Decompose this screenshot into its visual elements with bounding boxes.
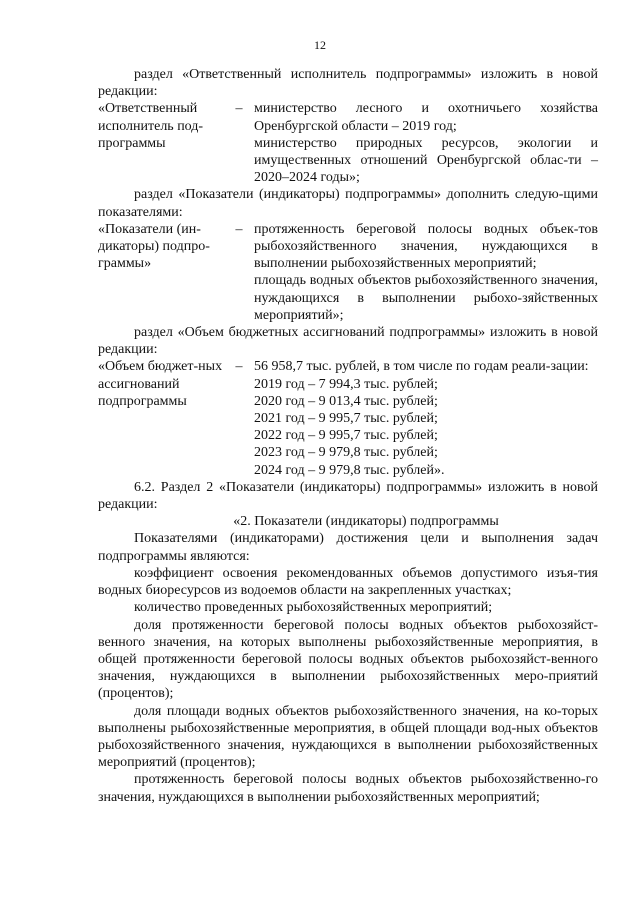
section-heading: «2. Показатели (индикаторы) подпрограммы	[233, 514, 499, 530]
definition-dash: –	[235, 101, 243, 117]
paragraph-budget-section: раздел «Объем бюджетных ассигнований подпрограммы» изложить в новой редакции:	[98, 325, 598, 358]
definition-line: министерство природных ресурсов, экологии и имущественных отношений Оренбургской облас-ти – 2020–2024 годы»;	[254, 135, 598, 186]
definition-desc	[254, 221, 598, 324]
paragraph-section-2: 6.2. Раздел 2 «Показатели (индикаторы) подпрограммы» изложить в новой редакции:	[98, 479, 598, 513]
definition-budget	[98, 358, 598, 478]
budget-year-line: 2022 год – 9 995,7 тыс. рублей;	[254, 428, 438, 444]
paragraph-indicators-section: раздел «Показатели (индикаторы) подпрограммы» дополнить следую-щими показателями:	[98, 187, 598, 220]
budget-year-line: 2021 год – 9 995,7 тыс. рублей;	[254, 411, 438, 427]
page-number: 12	[314, 38, 326, 52]
paragraph-responsible-section: раздел «Ответственный исполнитель подпрограммы» изложить в новой редакции:	[98, 67, 598, 100]
budget-year-line: 2024 год – 9 979,8 тыс. рублей».	[254, 462, 445, 478]
definition-line: министерство лесного и охотничьего хозяйства Оренбургской области – 2019 год;	[254, 101, 598, 134]
document-body	[98, 66, 598, 806]
definition-responsible	[98, 100, 598, 186]
budget-total-line: 56 958,7 тыс. рублей, в том числе по годам реали-зации:	[254, 359, 589, 375]
definition-dash: –	[235, 359, 243, 375]
body-paragraph: доля площади водных объектов рыбохозяйственного значения, на ко-торых выполнены рыбохозяйственные мероприятия, в общей площади вод-ных объектов рыбохозяйственного значения, нуждающихся в выполнении рыбохозяйственных мероприятий (процентов);	[98, 703, 598, 771]
definition-dash: –	[235, 221, 243, 237]
definition-desc	[254, 100, 598, 186]
definition-line: протяженность береговой полосы водных объек-тов рыбохозяйственного значения, нуждающихся в выполнении рыбохозяйственных мероприятий;	[254, 221, 598, 272]
definition-term: «Показатели (ин-дикаторы) подпро-граммы»	[98, 221, 210, 272]
definition-term: «Ответственный исполнитель под-программы	[98, 101, 204, 151]
budget-year-line: 2023 год – 9 979,8 тыс. рублей;	[254, 445, 438, 461]
definition-indicators	[98, 221, 598, 324]
body-paragraph: доля протяженности береговой полосы водных объектов рыбохозяйст-венного значения, на которых выполнены рыбохозяйственные мероприятия, в общей протяженности береговой полосы водных объектов рыбохозяйст-венного значения, нуждающихся в выполнении рыбохозяйственных меро-приятий (процентов);	[98, 617, 598, 702]
body-paragraph: коэффициент освоения рекомендованных объемов допустимого изъя-тия водных биоресурсов из водоемов области на закрепленных участках;	[98, 565, 598, 599]
body-paragraph: количество проведенных рыбохозяйственных мероприятий;	[134, 600, 493, 616]
budget-year-line: 2020 год – 9 013,4 тыс. рублей;	[254, 393, 438, 409]
body-paragraph: Показателями (индикаторами) достижения цели и выполнения задач подпрограммы являются:	[98, 531, 598, 564]
budget-year-line: 2019 год – 7 994,3 тыс. рублей;	[254, 376, 438, 392]
body-paragraph: протяженность береговой полосы водных объектов рыбохозяйственно-го значения, нуждающихся в выполнении рыбохозяйственных мероприятий;	[98, 772, 598, 805]
definition-term: «Объем бюджет-ных ассигнований подпрограммы	[98, 359, 223, 409]
definition-line: площадь водных объектов рыбохозяйственного значения, нуждающихся в выполнении рыбохо-зяйственных мероприятий»;	[254, 273, 598, 323]
definition-desc	[254, 358, 598, 478]
